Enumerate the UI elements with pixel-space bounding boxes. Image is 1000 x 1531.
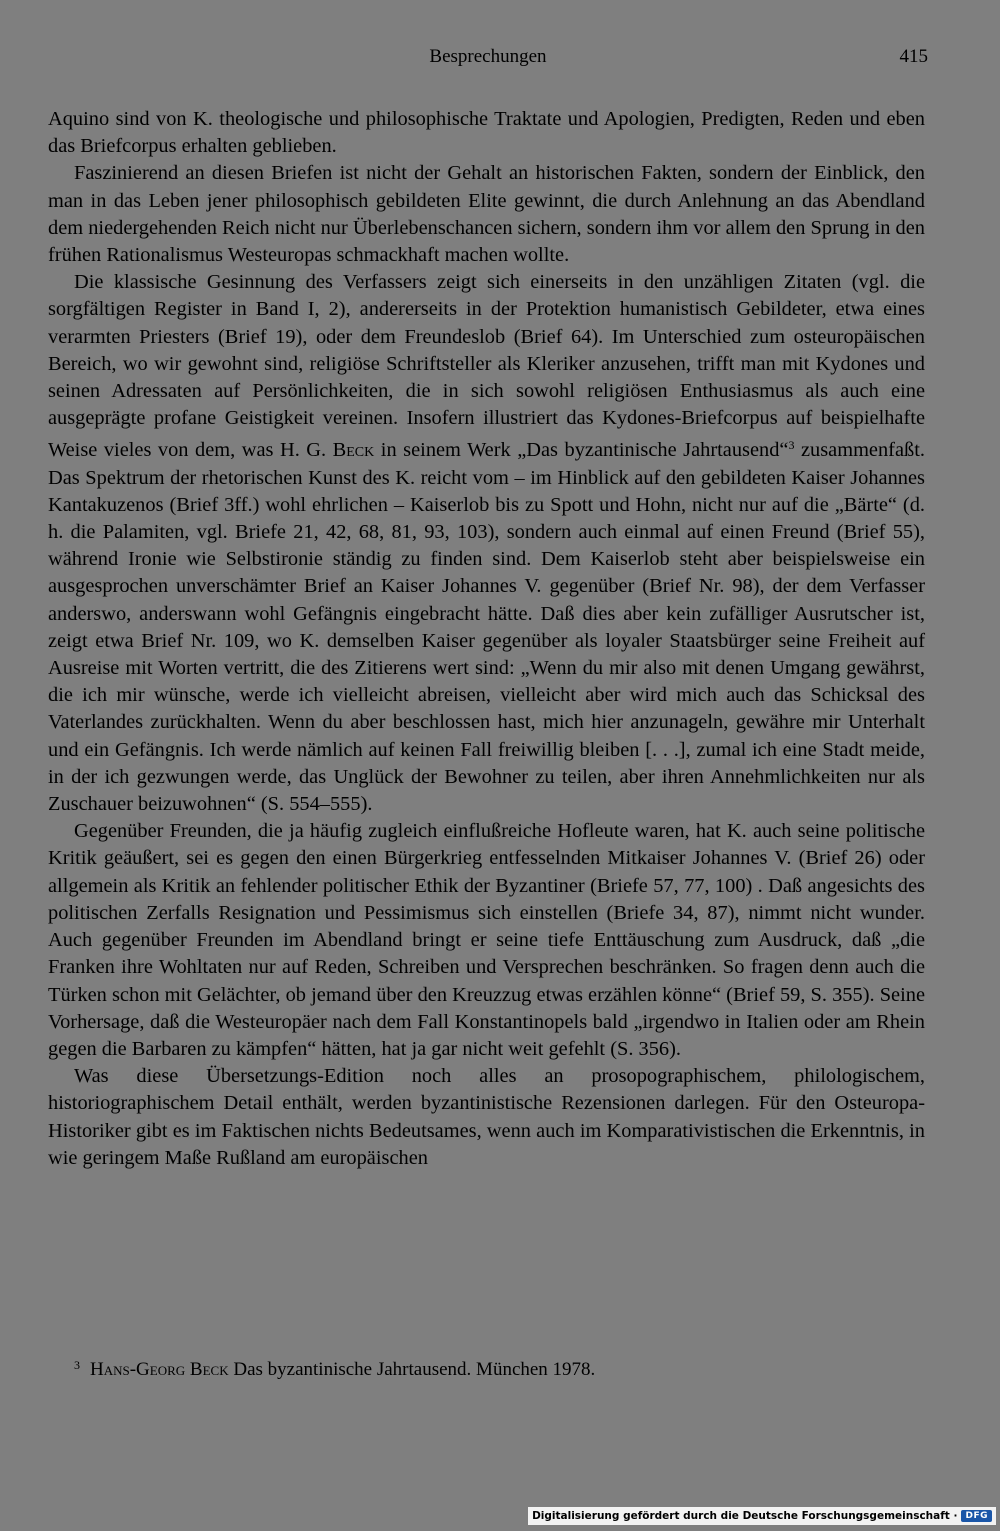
digitization-credit (528, 1507, 996, 1525)
text-run: zusammenfaßt. Das Spektrum der rhetorischen Kunst des K. reicht vom – im Hinblick auf den gebildeten Kaiser Johannes Kantakuzenos (Brief 3ff.) wohl ehrlichen – Kaiserlob bis zu Spott und Hohn, nicht nur auf die „Bärte“ (d. h. die Palamiten, vgl. Briefe 21, 42, 68, 81, 93, 103), sondern auch einmal auf einen Freund (Brief 55), während Ironie wie Selbstironie ständig zu finden sind. Dem Kaiserlob steht aber beispielsweise ein ausgesprochen unverschämter Brief an Kaiser Johannes V. gegenüber (Brief Nr. 98), der dem Verfasser anderswo, anderswann wohl Gefängnis eingebracht hätte. Daß dies aber kein zufälliger Ausrutscher ist, zeigt etwa Brief Nr. 109, wo K. demselben Kaiser gegenüber als loyaler Staatsbürger seine Freiheit auf Ausreise mit Worten vertritt, die des Zitierens wert sind: „Wenn du mir also mit denen Umgang gewährst, die ich mir wünsche, werde ich vielleicht abreisen, vielleicht aber wird mich auch das Schicksal des Vaterlandes zurückhalten. Wenn du aber beschlossen hast, mich hier anzunageln, gewähre mir Unterhalt und ein Gefängnis. Ich werde nämlich auf keinen Fall freiwillig bleiben [. . .], zumal ich eine Stadt meide, in der ich gezwungen werde, das Unglück der Bewohner zu teilen, aber ihren Annehmlichkeiten nur als Zuschauer beizuwohnen“ (S. 554–555). (48, 439, 925, 816)
paragraph (48, 1063, 925, 1172)
paragraph (48, 818, 925, 1063)
footnote-text: Das byzantinische Jahrtausend. München 1978. (228, 1359, 596, 1380)
text-run: Aquino sind von K. theologische und philosophische Traktate und Apologien, Predigten, Reden und eben das Briefcorpus erhalten geblieben. (48, 108, 925, 158)
footnote (74, 1352, 924, 1383)
footnote-marker: 3 (74, 1358, 80, 1372)
author-name: Beck (332, 439, 375, 462)
text-run: Die klassische Gesinnung des Verfassers zeigt sich einerseits in den unzähligen Zitaten (vgl. die sorgfältigen Register in Band I, 2), andererseits in der Protektion humanistisch Gebildeter, etwa eines verarmten Priesters (Brief 19), oder dem Freundeslob (Brief 64). Im Unterschied zum osteuropäischen Bereich, wo wir gewohnt sind, religiöse Schriftsteller als Kleriker anzusehen, trifft man mit Kydones und seinen Adressaten auf Persönlichkeiten, die in sich sowohl religiösen Enthusiasmus als auch eine ausgeprägte profane Geistigkeit vereinen. Insofern illustriert das Kydones-Briefcorpus auf beispielhafte Weise vieles von dem, was H. G. (48, 271, 925, 462)
footnote-author: Hans-Georg Beck (90, 1359, 229, 1380)
paragraph (48, 160, 925, 269)
running-head (48, 46, 928, 76)
paragraph (48, 106, 925, 160)
dfg-logo: DFG (961, 1510, 992, 1522)
text-run: Faszinierend an diesen Briefen ist nicht der Gehalt an historischen Fakten, sondern der Einblick, den man in das Leben jener philosophisch gebildeten Elite gewinnt, die durch Anlehnung an das Abendland dem niedergehenden Reich nicht nur Überlebenschancen sichern, sondern ihm vor allem den Sprung in den frühen Rationalismus Westeuropas schmackhaft machen wollte. (48, 162, 925, 267)
page-number: 415 (899, 46, 928, 67)
body-text (48, 106, 925, 1172)
footnote-reference: 3 (788, 438, 795, 453)
running-head-title: Besprechungen (429, 46, 547, 67)
text-run: Was diese Übersetzungs-Edition noch alles an prosopographischem, philologischem, historiographischem Detail enthält, werden byzantinistische Rezensionen darlegen. Für den Osteuropa-Historiker gibt es im Faktischen nichts Bedeutsames, wenn auch im Komparativistischen die Erkenntnis, in wie geringem Maße Rußland am europäischen (48, 1065, 925, 1169)
credit-text: Digitalisierung gefördert durch die Deutsche Forschungsgemeinschaft · (532, 1510, 958, 1522)
text-run: in seinem Werk „Das byzantinische Jahrtausend“ (374, 439, 789, 462)
text-run: Gegenüber Freunden, die ja häufig zugleich einflußreiche Hofleute waren, hat K. auch seine politische Kritik geäußert, sei es gegen den einen Bürgerkrieg entfesselnden Mitkaiser Johannes V. (Brief 26) oder allgemein als Kritik an fehlender politischer Ethik der Byzantiner (Briefe 57, 77, 100) . Daß angesichts des politischen Zerfalls Resignation und Pessimismus sich einstellen (Briefe 34, 87), nimmt nicht wunder. Auch gegenüber Freunden im Abendland bringt er seine tiefe Enttäuschung zum Ausdruck, daß „die Franken ihre Wohltaten nur auf Reden, Schreiben und Versprechen beschränken. So fragen denn auch die Türken schon mit Gelächter, ob jemand über den Kreuzzug etwas erzählen könne“ (Brief 59, S. 355). Seine Vorhersage, daß die Westeuropäer nach dem Fall Konstantinopels bald „irgendwo in Italien oder am Rhein gegen die Barbaren zu kämpfen“ hätten, hat ja gar nicht weit gefehlt (S. 356). (48, 820, 925, 1060)
paragraph (48, 269, 925, 818)
